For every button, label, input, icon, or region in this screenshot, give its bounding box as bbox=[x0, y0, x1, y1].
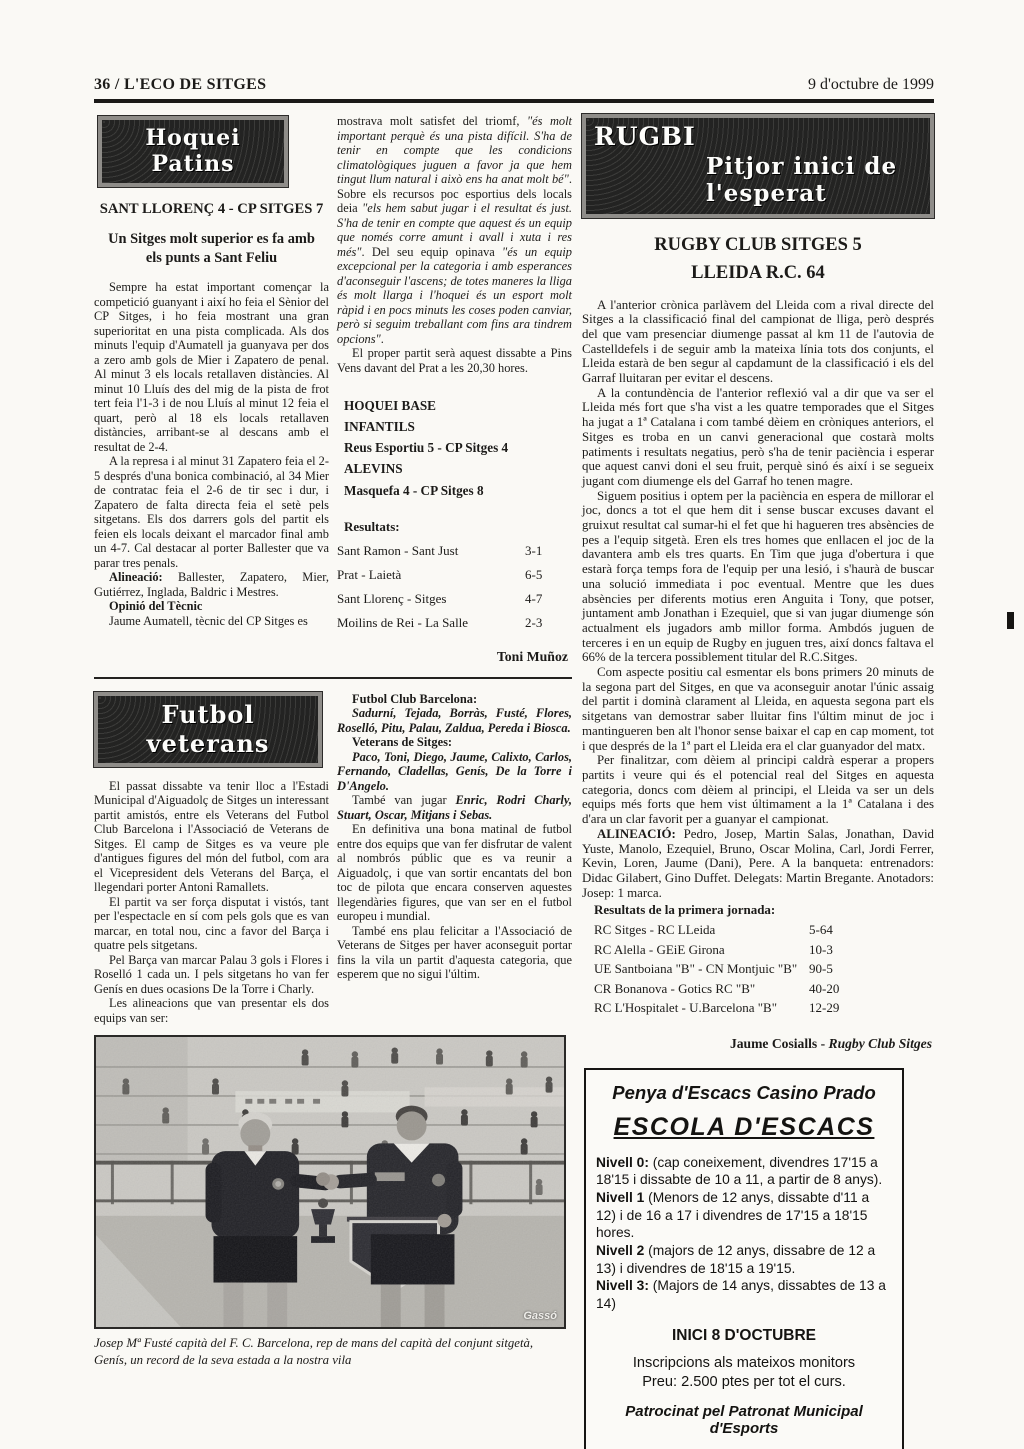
lineup-label: Alineació: bbox=[109, 570, 163, 585]
article-paragraph: Com aspecte positiu cal esmentar els bons primers 20 minuts de la segona part del Sitges, en que va aconseguir anotar l'únic assaig del partit i dominà clarament al Lleida, en aquesta segona part els sitgetans van demostrar saber lluitar fins l'últim minut de joc i mantingueren ben alt l'honor sense baixar el cap en cap moment, tot i que després de la 1ª part el Lleida era el clar guanyador del matx. bbox=[582, 665, 934, 753]
table-row: UE Santboiana "B" - CN Montjuic "B" 90-5 bbox=[594, 961, 833, 977]
lineup-line: ALINEACIÓ: Pedro, Josep, Martin Salas, Jonathan, David Yuste, Manolo, Ezequiel, Bruno, Oscar Molina, Carl, Jordi Ferrer, Kevin, Loren, Jaume (Dani), Pere. A la banqueta: entrenadors: Didac Gilabert, Gino Duffet. Delegats: Martin Bregante. Anotadors: Josep: 1 marca. bbox=[582, 826, 934, 900]
level-line: Nivell 1 (Menors de 12 anys, dissabte d'11 a 12) i de 16 a 17 i divendres de 17'15 a 18'15 hores. bbox=[596, 1190, 870, 1241]
ad-sponsor: Patrocinat pel Patronat Municipal d'Esports bbox=[625, 1402, 863, 1437]
youth-results-block: HOQUEI BASE INFANTILS Reus Esportiu 5 - CP Sitges 4 ALEVINS Masquefa 4 - CP Sitges 8 bbox=[344, 398, 509, 498]
table-row: Moilins de Rei - La Salle 2-3 bbox=[337, 614, 543, 630]
table-row: RC Sitges - RC LLeida 5-64 bbox=[594, 922, 833, 938]
rugbi-banner-title: RUGBI bbox=[594, 122, 696, 151]
level-line: Nivell 0: (cap coneixement, divendres 17'15 a 18'15 i dissabte de 10 a 11, a partir de 8 anys). bbox=[596, 1154, 883, 1188]
rugbi-banner-subtitle: Pitjor inici de l'esperat bbox=[706, 153, 898, 207]
level-line: Nivell 2 (majors de 12 anys, dissabre de 12 a 13) i divendres de 18'15 a 19'15. bbox=[596, 1243, 876, 1276]
article-paragraph: Pel Barça van marcar Palau 3 gols i Flores i Roselló 1 cada un. I pels sitgetans ho van fer Genís en dues ocasions De la Torre i Charly. bbox=[94, 952, 329, 996]
article-paragraph: En definitiva una bona matinal de futbol entre dos equips que van fer disfrutar de valent al nombrós públic que es va reunir a Aiguadolç, i que van sortir encantats del bon toc de pilota que encara conserven aquestes llegendàries figures, que van ser en el futbol europeu i mundial. bbox=[337, 822, 572, 924]
ad-price: Preu: 2.500 ptes per tot el curs. bbox=[642, 1373, 846, 1390]
lineup-label: ALINEACIÓ: bbox=[597, 826, 676, 841]
edition-label: 36 / L'ECO DE SITGES bbox=[94, 76, 267, 93]
team-players: Sadurní, Tejada, Borràs, Fusté, Flores, Roselló, Pitu, Palau, Zaldua, Pereda i Biosca. bbox=[337, 706, 572, 735]
hoquei-score-line: SANT LLORENÇ 4 - CP SITGES 7 bbox=[99, 201, 324, 217]
ad-school-title: ESCOLA D'ESCACS bbox=[613, 1112, 875, 1141]
coach-opinion-intro: Jaume Aumatell, tècnic del CP Sitges es bbox=[109, 613, 308, 628]
ad-inscriptions: Inscripcions als mateixos monitors bbox=[632, 1354, 856, 1371]
table-row: RC L'Hospitalet - U.Barcelona "B" 12-29 bbox=[594, 1000, 840, 1016]
photo-watermark: Gassó bbox=[523, 1310, 557, 1323]
hoquei-byline: Toni Muñoz bbox=[496, 648, 568, 664]
article-paragraph: El partit va ser força disputat i vistós, tant per l'espectacle en sí com pels gols que es van marcar, en total nou, cinc a favor del Barça i quatre pels sitgetans. bbox=[94, 894, 329, 953]
hoquei-section bbox=[94, 114, 572, 665]
rugbi-match-title: RUGBY CLUB SITGES 5 LLEIDA R.C. 64 bbox=[654, 235, 862, 283]
hoquei-banner-label: Hoquei Patins bbox=[145, 125, 241, 177]
hoquei-subtitle: Un Sitges molt superior es fa amb els punts a Sant Feliu bbox=[108, 231, 315, 266]
futbol-section bbox=[94, 692, 572, 1026]
article-paragraph: Per finalitzar, com dèiem al principi caldrà esperar a propers partits i veure qui és el potencial real del Sitges en aquesta categoria, doncs com dèiem al principi, el Lleida va ser un dels equips més forts que hem vist últimament a la 1ª Catalana i des d'ara un clar favorit per a guanyar el campionat. bbox=[582, 753, 934, 827]
team-label: Veterans de Sitges: bbox=[352, 735, 453, 750]
next-match-line: El proper partit serà aquest dissabte a Pins Vens davant del Prat a les 20,30 hores. bbox=[337, 346, 572, 375]
rugbi-results-table bbox=[582, 902, 934, 1018]
article-paragraph: A la represa i al minut 31 Zapatero feia el 2-5 després d'una bonica combinació, al 34 Mier de contratac feia el 2-6 de tir sec i dur, i Zapatero de falta directa feia el setè pels sitgetans. Els dos darrers gols del partit els feien els locals deixant el marcador final amb un 4-7. Cal destacar al porter Ballester que va parar tres penals. bbox=[94, 454, 329, 570]
also-played-line: També van jugar Enric, Rodri Charly, Stuart, Oscar, Mitjans i Sebas. bbox=[337, 793, 572, 822]
article-paragraph: Les alineacions que van presentar els dos equips van ser: bbox=[94, 996, 329, 1025]
date-label: 9 d'octubre de 1999 bbox=[808, 76, 934, 93]
team-label: Futbol Club Barcelona: bbox=[352, 691, 478, 706]
scan-artifact bbox=[1007, 612, 1014, 629]
photo-illustration bbox=[96, 1037, 564, 1327]
team-players: Paco, Toni, Diego, Jaume, Calixto, Carlos, Fernando, Cladellas, Genís, De la Torre i D'Angelo. bbox=[337, 749, 572, 793]
article-paragraph: El passat dissabte va tenir lloc a l'Estadi Municipal d'Aiguadolç de Sitges un interessant partit amistós, entre els Veterans del Futbol Club Barcelona i l'Associació de Veterans de Sitges. El camp de Sitges es va veure ple d'antigues figures del món del futbol, com ara el Vicepresident dels Veterans del Barça, el llegendari porter Antoni Ramallets. bbox=[94, 778, 329, 895]
table-row: CR Bonanova - Gotics RC "B" 40-20 bbox=[594, 980, 840, 996]
chess-school-ad bbox=[584, 1068, 904, 1449]
match-photo bbox=[94, 1035, 566, 1329]
section-divider bbox=[94, 677, 572, 679]
results-label: Resultats de la primera jornada: bbox=[594, 902, 776, 918]
rugbi-byline: Jaume Cosialls - Rugby Club Sitges bbox=[729, 1035, 932, 1051]
futbol-banner bbox=[94, 692, 322, 767]
futbol-banner-label: Futbol veterans bbox=[146, 699, 270, 758]
hoquei-banner bbox=[98, 116, 288, 187]
article-paragraph: Siguem positius i optem per la paciència en espera de millorar el joc, doncs a tot el que hem dit i sense buscar excuses davant el gruixut resultat cal sumar-hi el fet que hi hagueren tres absències de pes a l'equip sitgetà. Eren els tres homes que enllacen el joc de la davantera amb els tres quarts. En Tim que juga d'obertura i que estarà força temps fora de l'equip per una lesió, i s'haurà de buscar una solució immediata i poc eventual. Mentre que les dues absències per diferents motius eren Anguita i Tony, que potser, juntament amb Jonathan i Ezequiel, que si van jugar diumenge són actualment els jugadors amb millor forma. Ambdós juguen de terceres i en un equip de Rugby en juguen tres, així doncs faltava el 66% de la tercera possiblement titular del R.C.Sitges. bbox=[582, 488, 934, 665]
coach-opinion-label: Opinió del Tècnic bbox=[109, 599, 203, 614]
ad-club-title: Penya d'Escacs Casino Prado bbox=[612, 1081, 876, 1103]
level-line: Nivell 3: (Majors de 14 anys, dissabtes de 13 a 14) bbox=[596, 1278, 886, 1312]
rugbi-section bbox=[582, 114, 934, 1449]
ad-start-date: INICI 8 D'OCTUBRE bbox=[671, 1326, 817, 1344]
article-paragraph: mostrava molt satisfet del triomf, "és molt important perquè és una pista difícil. S'ha de tenir en compte que les condicions climatològiques juguen a favor ja que hem tingut llum natural i això ens ha anat molt bé". Sobre els recursos poc esportius dels locals deia "els hem sabut jugar i el resultat és just. S'ha de tenir en compte que aquest és un equip que només corre amunt i avall i xuta i res més". Del seu equip opinava "és un equip excepcional per la categoria i amb esperances d'aconseguir l'ascens; de totes maneres la lliga és molt llarga i l'hoquei és un esport molt ràpid i en pocs minuts les coses poden canviar, però si seguim treballant com fins ara tindrem opcions". bbox=[337, 114, 573, 346]
article-paragraph: A l'anterior crònica parlàvem del Lleida com a rival directe del Sitges a la classificació final del campionat de lliga, però després del que vam presenciar diumenge passat al km 11 de l'autovia de Castelldefels i de seguir amb la mateixa línia tots dos conjunts, el Lleida estarà de ben segur al capdamunt de la classificació i els del Garraf lluitaran per evitar el descens. bbox=[582, 297, 934, 386]
hoquei-results-table bbox=[337, 519, 572, 635]
table-row: RC Alella - GEiE Girona 10-3 bbox=[594, 941, 833, 957]
table-row: Sant Llorenç - Sitges 4-7 bbox=[337, 590, 543, 606]
article-paragraph: Sempre ha estat important començar la competició guanyant i així ho feia el Sènior del CP Sitges, i ho feia mostrant una gran superioritat en una pista complicada. Als dos minuts l'equip d'Aumatell ja guanyava per dos a zero amb gols de Mier i Zapatero de penal. Al minut 3 els locals retallaven distàncies. Al minut 10 Lluís des del mig de la pista de frot tert feia l'1-3 i de nou Lluís al minut 12 feia el quart, però al 18 els locals retallaven distàncies, arribant-se al descans amb el resultat de 2-4. bbox=[94, 280, 329, 454]
article-paragraph: A la contundència de l'anterior reflexió val a dir que va ser el Lleida més fort que s'ha vist a les quatre temporades que el Sitges ha jugat a 1ª Catalana i com també dèiem en cròniques anteriors, el Sitges es troba en un canvi generacional que costarà molts patiments i resultats negatius, però s'ha de tenir paciència i esperar que aquest canvi doni el seu fruit, perquè sinó és així i se segueix jugant com diumenge els del Garraf ho tenen magre. bbox=[582, 385, 934, 488]
results-label: Resultats: bbox=[344, 518, 400, 534]
lineup-line: Alineació: Ballester, Zapatero, Mier, Gutiérrez, Inglada, Baldric i Mestres. bbox=[94, 570, 329, 599]
table-row: Prat - Laietà 6-5 bbox=[337, 566, 543, 582]
table-row: Sant Ramon - Sant Just 3-1 bbox=[337, 542, 543, 558]
article-paragraph: També ens plau felicitar a l'Associació de Veterans de Sitges per haver aconseguit portar fins la vila un partit d'aquesta categoria, que esperem que no sigui l'últim. bbox=[337, 923, 572, 982]
page-header bbox=[94, 76, 934, 103]
rugbi-banner bbox=[582, 114, 934, 218]
photo-caption: Josep Mª Fusté capità del F. C. Barcelona, rep de mans del capità del conjunt sitgetà, Genís, un record de la seva estada a la nostra vila bbox=[94, 1336, 534, 1368]
